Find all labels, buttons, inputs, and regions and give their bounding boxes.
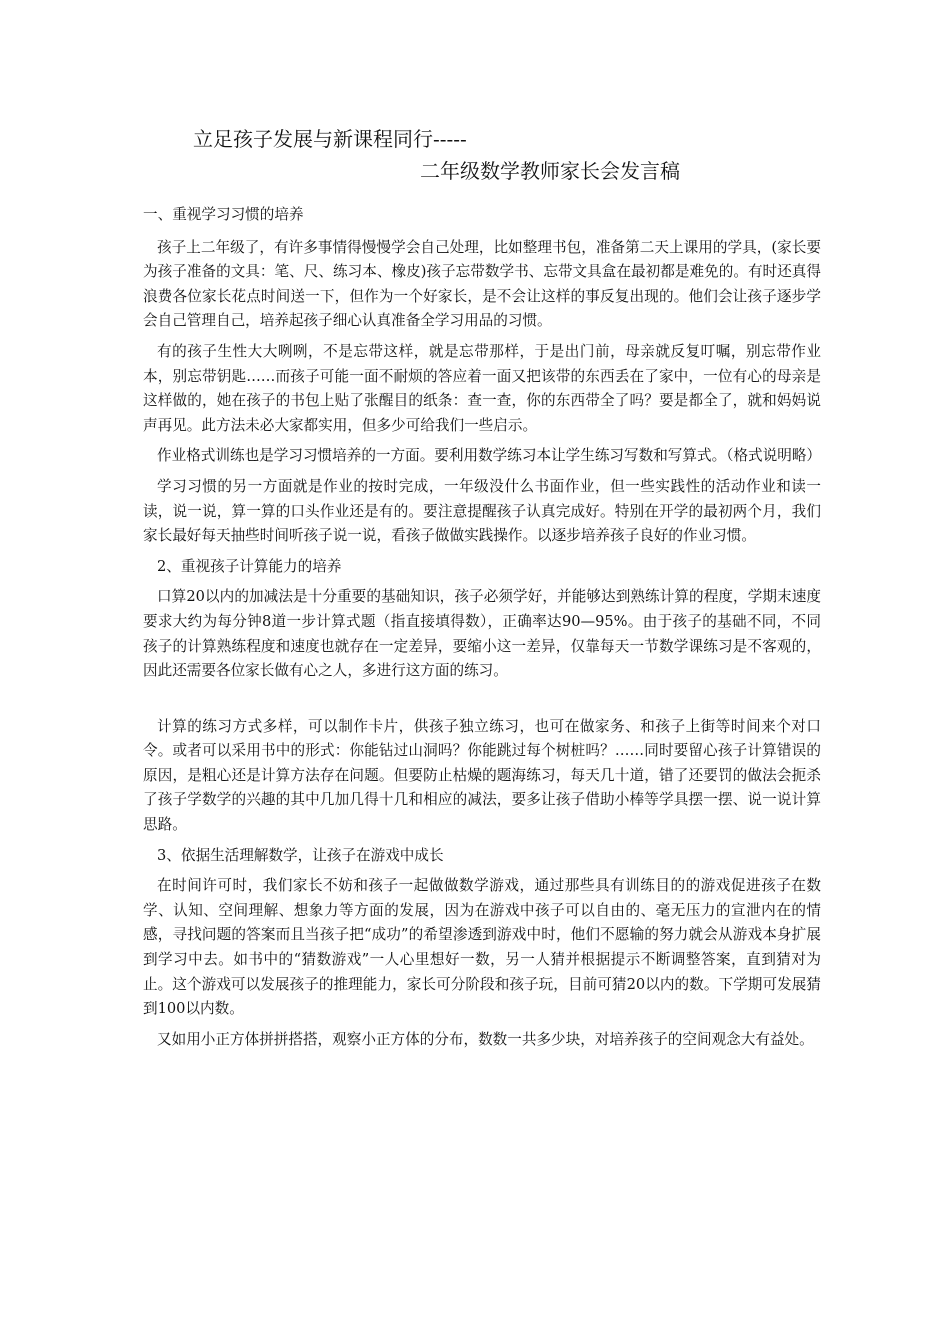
section-heading-calculation: 2、重视孩子计算能力的培养 bbox=[157, 557, 342, 575]
section-heading-games: 3、依据生活理解数学，让孩子在游戏中成长 bbox=[157, 846, 444, 864]
paragraph: 计算的练习方式多样，可以制作卡片，供孩子独立练习，也可在做家务、和孩子上街等时间来个对口令。或者可以采用书中的形式：你能钻过山洞吗？你能跳过每个树桩吗？……同时要留心孩子计算错误的原因，是粗心还是计算方法存在问题。但要防止枯燥的题海练习，每天几十道，错了还要罚的做法会扼杀了孩子学数学的兴趣的其中几加几得十几和相应的减法，要多让孩子借助小棒等学具摆一摆、说一说计算思路。 bbox=[143, 717, 821, 834]
paragraph: 孩子上二年级了，有许多事情得慢慢学会自己处理，比如整理书包，准备第二天上课用的学具，(家长要为孩子准备的文具：笔、尺、练习本、橡皮)孩子忘带数学书、忘带文具盒在最初都是难免的。有时还真得浪费各位家长花点时间送一下，但作为一个好家长，是不会让这样的事反复出现的。他们会让孩子逐步学会自己管理自己，培养起孩子细心认真准备全学习用品的习惯。 bbox=[143, 238, 821, 330]
document-title: 立足孩子发展与新课程同行----- bbox=[193, 127, 467, 151]
document-body bbox=[143, 203, 821, 1058]
paragraph: 在时间许可时，我们家长不妨和孩子一起做做数学游戏，通过那些具有训练目的的游戏促进孩子在数学、认知、空间理解、想象力等方面的发展，因为在游戏中孩子可以自由的、毫无压力的宣泄内在的情感，寻找问题的答案而且当孩子把“成功”的希望渗透到游戏中时，他们不愿输的努力就会从游戏本身扩展到学习中去。如书中的“猜数游戏”一人心里想好一数，另一人猜并根据提示不断调整答案，直到猜对为止。这个游戏可以发展孩子的推理能力，家长可分阶段和孩子玩，目前可猜20以内的数。下学期可发展猜到100以内数。 bbox=[143, 877, 821, 1018]
paragraph: 有的孩子生性大大咧咧，不是忘带这样，就是忘带那样，于是出门前，母亲就反复叮嘱，别忘带作业本，别忘带钥匙……而孩子可能一面不耐烦的答应着一面又把该带的东西丢在了家中，一位有心的母亲是这样做的，她在孩子的书包上贴了张醒目的纸条：查一查，你的东西带全了吗？要是都全了，就和妈妈说声再见。此方法未必大家都实用，但多少可给我们一些启示。 bbox=[143, 342, 821, 434]
document-subtitle: 二年级数学教师家长会发言稿 bbox=[420, 159, 680, 183]
paragraph: 作业格式训练也是学习习惯培养的一方面。要利用数学练习本让学生练习写数和写算式。（格式说明略） bbox=[157, 447, 822, 465]
paragraph: 又如用小正方体拼拼搭搭，观察小正方体的分布，数数一共多少块，对培养孩子的空间观念大有益处。 bbox=[157, 1030, 814, 1048]
paragraph: 学习习惯的另一方面就是作业的按时完成，一年级没什么书面作业，但一些实践性的活动作业和读一读，说一说，算一算的口头作业还是有的。要注意提醒孩子认真完成好。特别在开学的最初两个月，我们家长最好每天抽些时间听孩子说一说，看孩子做做实践操作。以逐步培养孩子良好的作业习惯。 bbox=[143, 477, 821, 545]
blank-line bbox=[143, 690, 821, 715]
paragraph: 口算20以内的加减法是十分重要的基础知识，孩子必须学好，并能够达到熟练计算的程度，学期末速度要求大约为每分钟8道一步计算式题（指直接填得数），正确率达90—95%。由于孩子的基础不同，不同孩子的计算熟练程度和速度也就存在一定差异，要缩小这一差异，仅靠每天一节数学课练习是不客观的，因此还需要各位家长做有心之人，多进行这方面的练习。 bbox=[143, 588, 821, 680]
section-heading-habits: 一、重视学习习惯的培养 bbox=[143, 206, 304, 223]
